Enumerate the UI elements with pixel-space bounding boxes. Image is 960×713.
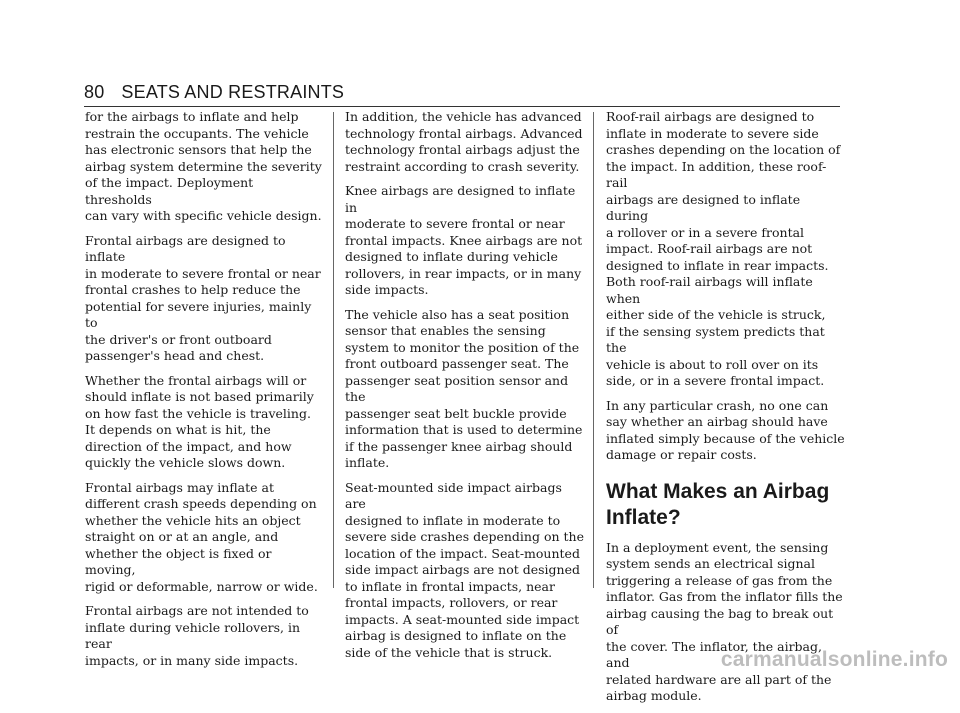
column-2 xyxy=(345,109,585,669)
column-3 xyxy=(606,109,846,713)
paragraph: Seat-mounted side impact airbags are designed to inflate in moderate to severe side crashes depending on the location of the impact. Seat-mounted side impact airbags are not designed to inflate in frontal impacts, near frontal impacts, rollovers, or rear impacts. A seat-mounted side impact airbag is designed to inflate on the side of the vehicle that is struck. xyxy=(345,479,584,660)
header-rule xyxy=(84,106,840,107)
paragraph: Frontal airbags are designed to inflate in moderate to severe frontal or near frontal crashes to help reduce the potential for severe injuries, mainly to the driver's or front outboard passenger's head and chest. xyxy=(85,232,321,363)
paragraph: Roof-rail airbags are designed to inflate in moderate to severe side crashes depending on the location of the impact. In addition, these roof-rail airbags are designed to inflate during a rollover or in a severe frontal impact. Roof-rail airbags are not designed to inflate in rear impacts. Both roof-rail airbags will inflate when either side of the vehicle is struck, if the sensing system predicts that the vehicle is about to roll over on its side, or in a severe frontal impact. xyxy=(606,109,841,388)
paragraph: The vehicle also has a seat position sensor that enables the sensing system to monitor the position of the front outboard passenger seat. The passenger seat position sensor and the passenger seat belt buckle provide information that is used to determine if the passenger knee airbag should inflate. xyxy=(345,306,583,470)
column-divider xyxy=(593,112,594,588)
column-1 xyxy=(85,109,323,677)
watermark: carmanualsonline.info xyxy=(720,648,948,671)
paragraph: Whether the frontal airbags will or should inflate is not based primarily on how fast the vehicle is traveling. It depends on what is hit, the direction of the impact, and how quickly the vehicle slows down. xyxy=(85,372,314,470)
paragraph: for the airbags to inflate and help restrain the occupants. The vehicle has electronic sensors that help the airbag system determine the severity of the impact. Deployment thresholds can vary with specific vehicle design. xyxy=(85,109,322,223)
column-divider xyxy=(333,112,334,588)
paragraph: In any particular crash, no one can say whether an airbag should have inflated simply because of the vehicle damage or repair costs. xyxy=(606,397,845,462)
paragraph: Frontal airbags may inflate at different crash speeds depending on whether the vehicle hits an object straight on or at an angle, and whether the object is fixed or moving, rigid or deformable, narrow or wide. xyxy=(85,479,318,594)
section-title: SEATS AND RESTRAINTS xyxy=(121,82,345,102)
page-number: 80 xyxy=(84,82,105,102)
paragraph: Knee airbags are designed to inflate in moderate to severe frontal or near frontal impacts. Knee airbags are not designed to inflate during vehicle rollovers, in rear impacts, or in many side impacts. xyxy=(345,183,583,297)
paragraph: In a deployment event, the sensing system sends an electrical signal triggering a release of gas from the inflator. Gas from the inflator fills the airbag causing the bag to break out of the cover. The inflator, the airbag, and related hardware are all part of the airbag module. xyxy=(606,539,843,703)
paragraph: Frontal airbags are not intended to inflate during vehicle rollovers, in rear impacts, or in many side impacts. xyxy=(85,603,309,668)
section-heading: What Makes an Airbag Inflate? xyxy=(606,479,830,529)
running-header xyxy=(84,82,344,103)
paragraph: In addition, the vehicle has advanced technology frontal airbags. Advanced technology frontal airbags adjust the restraint according to crash severity. xyxy=(345,109,583,174)
